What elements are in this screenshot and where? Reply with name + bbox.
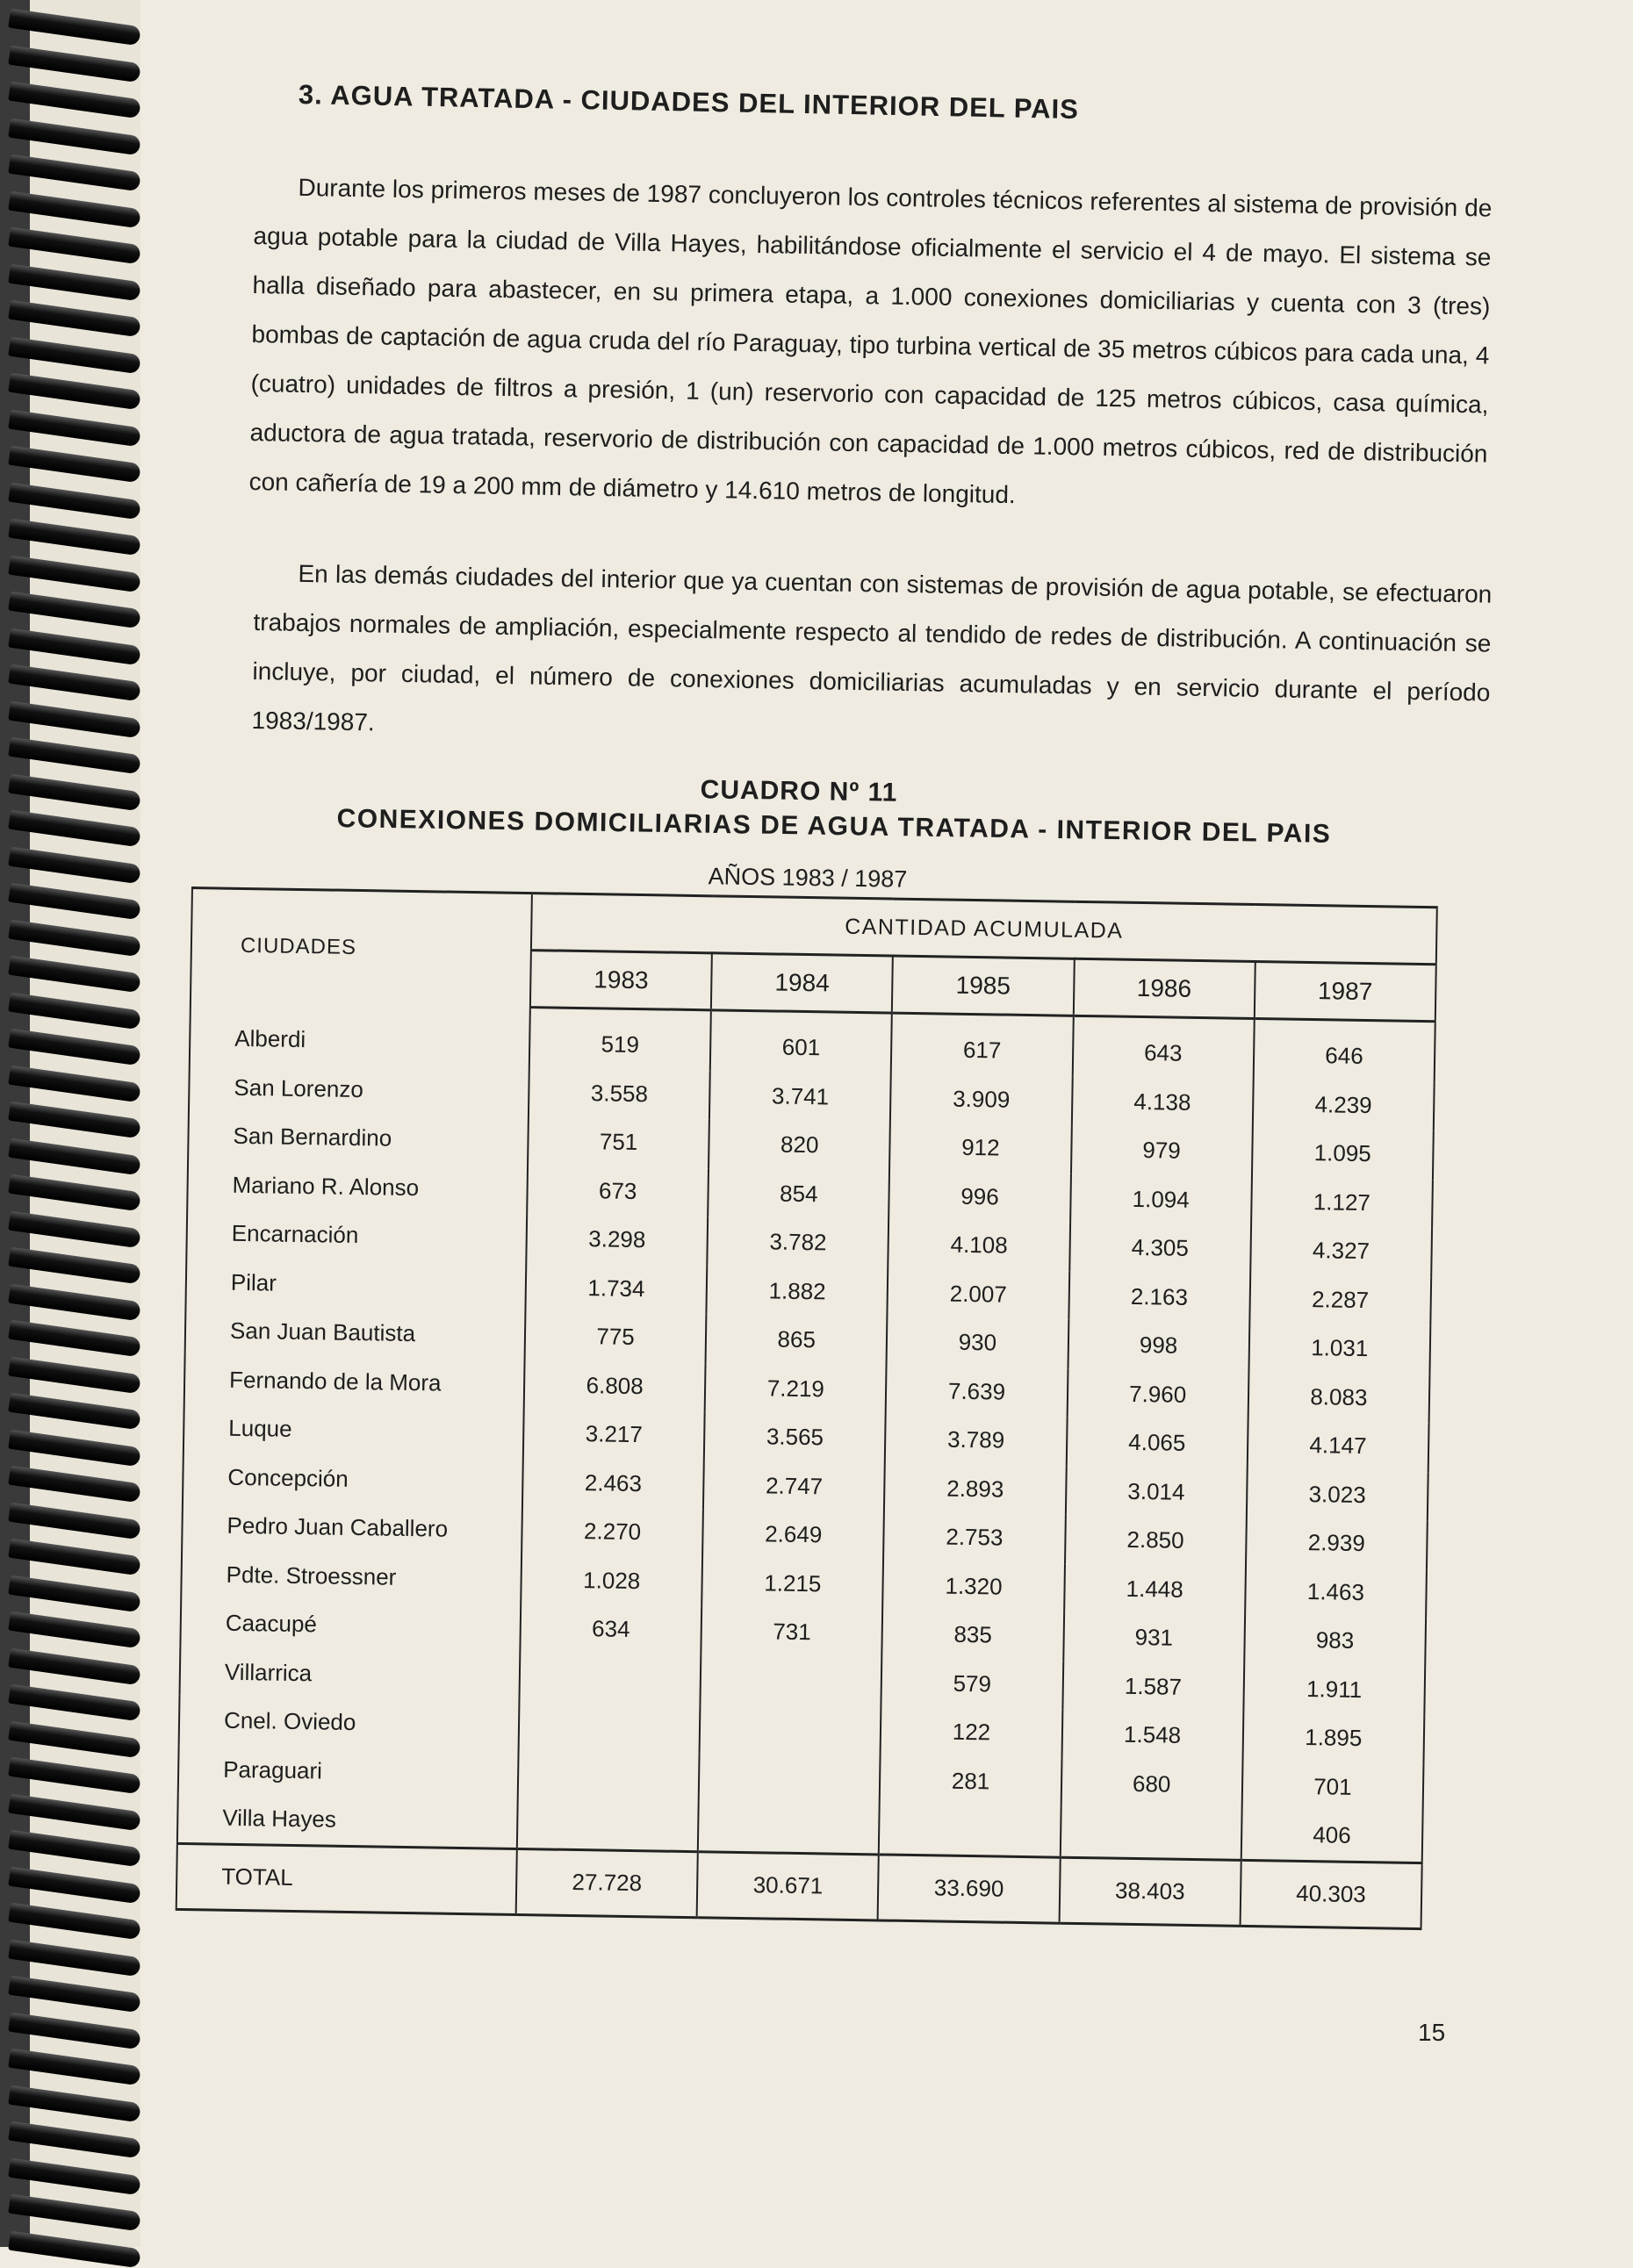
spiral-binding — [0, 0, 140, 2247]
value-cell: 1.031 — [1248, 1323, 1430, 1374]
value-cell: 701 — [1241, 1761, 1423, 1812]
city-name: Fernando de la Mora — [184, 1354, 525, 1409]
total-cell: 38.403 — [1059, 1857, 1241, 1926]
header-year: 1984 — [711, 953, 893, 1013]
city-name: Luque — [183, 1403, 524, 1458]
value-cell: 1.882 — [707, 1266, 888, 1317]
spiral-coil — [8, 2230, 141, 2268]
value-cell: 617 — [891, 1013, 1073, 1076]
value-cell: 3.217 — [523, 1409, 705, 1461]
value-cell — [1060, 1807, 1241, 1860]
value-cell — [519, 1652, 701, 1704]
value-cell: 8.083 — [1248, 1371, 1429, 1423]
value-cell: 122 — [881, 1706, 1062, 1758]
value-cell: 3.014 — [1065, 1466, 1247, 1518]
value-cell: 2.939 — [1246, 1518, 1428, 1569]
value-cell: 3.909 — [890, 1073, 1072, 1125]
value-cell: 1.895 — [1242, 1712, 1424, 1764]
total-cell: 30.671 — [697, 1851, 879, 1920]
value-cell: 1.095 — [1252, 1128, 1434, 1180]
value-cell: 281 — [880, 1755, 1061, 1807]
city-name: Villa Hayes — [177, 1793, 518, 1848]
value-cell: 751 — [528, 1116, 709, 1168]
value-cell: 2.893 — [884, 1463, 1066, 1515]
value-cell: 3.298 — [526, 1214, 708, 1266]
value-cell: 3.789 — [885, 1414, 1067, 1466]
value-cell: 2.163 — [1068, 1271, 1250, 1323]
value-cell: 912 — [889, 1123, 1071, 1174]
value-cell: 7.960 — [1067, 1368, 1248, 1420]
city-name: San Lorenzo — [189, 1062, 529, 1116]
header-year: 1983 — [530, 951, 712, 1010]
value-cell: 3.741 — [709, 1071, 891, 1123]
value-cell: 4.138 — [1071, 1076, 1253, 1128]
value-cell: 2.463 — [522, 1458, 704, 1510]
value-cell: 3.558 — [529, 1068, 710, 1120]
city-name: Pilar — [185, 1257, 526, 1311]
paragraph-villa-hayes: Durante los primeros meses de 1987 concluyeron los controles técnicos referentes al sistema de provisión de agua potable para la ciudad de Villa Hayes, habilitándose oficialmente el servicio el 4 de mayo. El sistema se halla diseñado para abastecer, en su primera etapa, a 1.000 conexiones domiciliarias y cuenta con 3 (tres) bombas de captación de agua cruda del río Paraguay, tipo turbina vertical de 35 metros cúbicos para cada una, 4 (cuatro) unidades de filtros a presión, 1 (un) reservorio con capacidad de 125 metros cúbicos, casa química, aductora de agua tratada, reservorio de distribución con capacidad de 1.000 metros cúbicos, red de distribución con cañería de 19 a 200 mm de diámetro y 14.610 metros de longitud. — [248, 173, 1493, 509]
header-ciudades: CIUDADES — [191, 888, 532, 1008]
value-cell: 7.639 — [886, 1366, 1068, 1418]
paragraph-other-cities: En las demás ciudades del interior que ya cuentan con sistemas de provisión de agua potable, se efectuaron trabajos normales de ampliación, especialmente respecto al tendido de redes de distribución. A continuación se incluye, por ciudad, el número de conexiones domiciliarias acumuladas y en servicio durante el período 1983/1987. — [251, 559, 1493, 736]
value-cell: 1.463 — [1245, 1566, 1427, 1618]
value-cell: 854 — [708, 1168, 889, 1220]
value-cell: 1.320 — [883, 1561, 1065, 1612]
header-year: 1987 — [1255, 962, 1436, 1022]
value-cell: 2.747 — [703, 1461, 885, 1512]
table-subtitle: AÑOS 1983 / 1987 — [708, 863, 908, 893]
value-cell — [699, 1753, 881, 1805]
city-name: Encarnación — [186, 1209, 527, 1263]
city-name: Pdte. Stroessner — [181, 1549, 522, 1604]
value-cell — [517, 1798, 699, 1851]
document-page — [140, 0, 1633, 2247]
value-cell: 6.808 — [524, 1360, 706, 1412]
value-cell: 2.649 — [702, 1509, 884, 1561]
value-cell: 2.753 — [883, 1511, 1065, 1563]
value-cell: 2.850 — [1065, 1515, 1247, 1567]
total-cell: 40.303 — [1240, 1860, 1421, 1928]
value-cell: 2.270 — [522, 1506, 703, 1558]
value-cell: 835 — [882, 1609, 1064, 1661]
value-cell: 3.782 — [707, 1217, 888, 1268]
city-name: Alberdi — [190, 1001, 530, 1067]
city-name: San Juan Bautista — [185, 1306, 526, 1360]
value-cell: 4.065 — [1066, 1418, 1248, 1469]
value-cell: 680 — [1061, 1758, 1242, 1810]
value-cell: 4.108 — [888, 1220, 1070, 1272]
value-cell: 998 — [1068, 1320, 1249, 1372]
value-cell: 865 — [706, 1314, 888, 1366]
value-cell: 1.548 — [1061, 1710, 1243, 1762]
value-cell — [700, 1704, 881, 1755]
header-year: 1985 — [892, 956, 1074, 1016]
value-cell: 1.587 — [1062, 1661, 1244, 1712]
total-label: TOTAL — [176, 1843, 517, 1914]
value-cell: 3.565 — [704, 1411, 886, 1463]
city-name: Villarrica — [180, 1647, 521, 1701]
city-name: Caacupé — [180, 1598, 521, 1653]
total-cell: 27.728 — [516, 1848, 698, 1917]
table-number: CUADRO Nº 11 — [700, 775, 898, 807]
value-cell — [518, 1749, 700, 1801]
value-cell: 643 — [1072, 1016, 1254, 1079]
section-heading: 3. AGUA TRATADA - CIUDADES DEL INTERIOR DEL PAIS — [298, 79, 1080, 126]
value-cell: 930 — [887, 1317, 1068, 1369]
value-cell: 2.007 — [888, 1268, 1069, 1320]
value-cell: 4.239 — [1253, 1080, 1435, 1131]
value-cell: 1.127 — [1251, 1177, 1433, 1229]
value-cell: 731 — [701, 1606, 883, 1658]
value-cell: 7.219 — [705, 1363, 887, 1415]
value-cell — [519, 1701, 701, 1753]
header-year: 1986 — [1073, 958, 1255, 1018]
total-cell: 33.690 — [878, 1854, 1060, 1922]
city-name: Concepción — [183, 1452, 523, 1506]
header-cantidad-acumulada: CANTIDAD ACUMULADA — [531, 894, 1437, 965]
value-cell: 996 — [889, 1171, 1071, 1223]
value-cell: 579 — [881, 1658, 1063, 1710]
table-title: CONEXIONES DOMICILIARIAS DE AGUA TRATADA - INTERIOR DEL PAIS — [336, 804, 1332, 849]
value-cell: 931 — [1063, 1612, 1245, 1664]
city-name: San Bernardino — [188, 1111, 529, 1166]
value-cell: 1.911 — [1243, 1663, 1425, 1715]
connections-table — [176, 886, 1438, 1930]
value-cell: 1.094 — [1070, 1173, 1252, 1225]
value-cell: 406 — [1241, 1810, 1422, 1862]
value-cell: 519 — [529, 1008, 711, 1071]
value-cell — [698, 1801, 880, 1854]
value-cell: 601 — [710, 1010, 892, 1073]
city-name: Pedro Juan Caballero — [182, 1501, 522, 1555]
value-cell: 2.287 — [1249, 1274, 1431, 1325]
value-cell: 1.448 — [1064, 1563, 1246, 1615]
value-cell: 3.023 — [1247, 1468, 1428, 1520]
value-cell: 1.028 — [521, 1555, 702, 1607]
city-name: Mariano R. Alonso — [187, 1159, 528, 1214]
city-name: Cnel. Oviedo — [179, 1696, 520, 1750]
value-cell — [701, 1655, 882, 1707]
city-name: Paraguari — [178, 1744, 519, 1798]
value-cell: 979 — [1071, 1125, 1253, 1177]
value-cell: 820 — [709, 1119, 890, 1171]
value-cell: 634 — [520, 1604, 701, 1655]
value-cell: 646 — [1253, 1019, 1435, 1082]
page-number: 15 — [1418, 2019, 1446, 2046]
value-cell: 4.147 — [1247, 1420, 1428, 1472]
value-cell: 983 — [1244, 1615, 1426, 1667]
value-cell: 1.215 — [701, 1558, 883, 1610]
value-cell: 4.327 — [1250, 1225, 1432, 1277]
value-cell: 673 — [527, 1166, 709, 1217]
value-cell: 1.734 — [525, 1263, 707, 1315]
value-cell — [879, 1804, 1061, 1856]
value-cell: 4.305 — [1069, 1223, 1251, 1274]
value-cell: 775 — [525, 1311, 707, 1363]
